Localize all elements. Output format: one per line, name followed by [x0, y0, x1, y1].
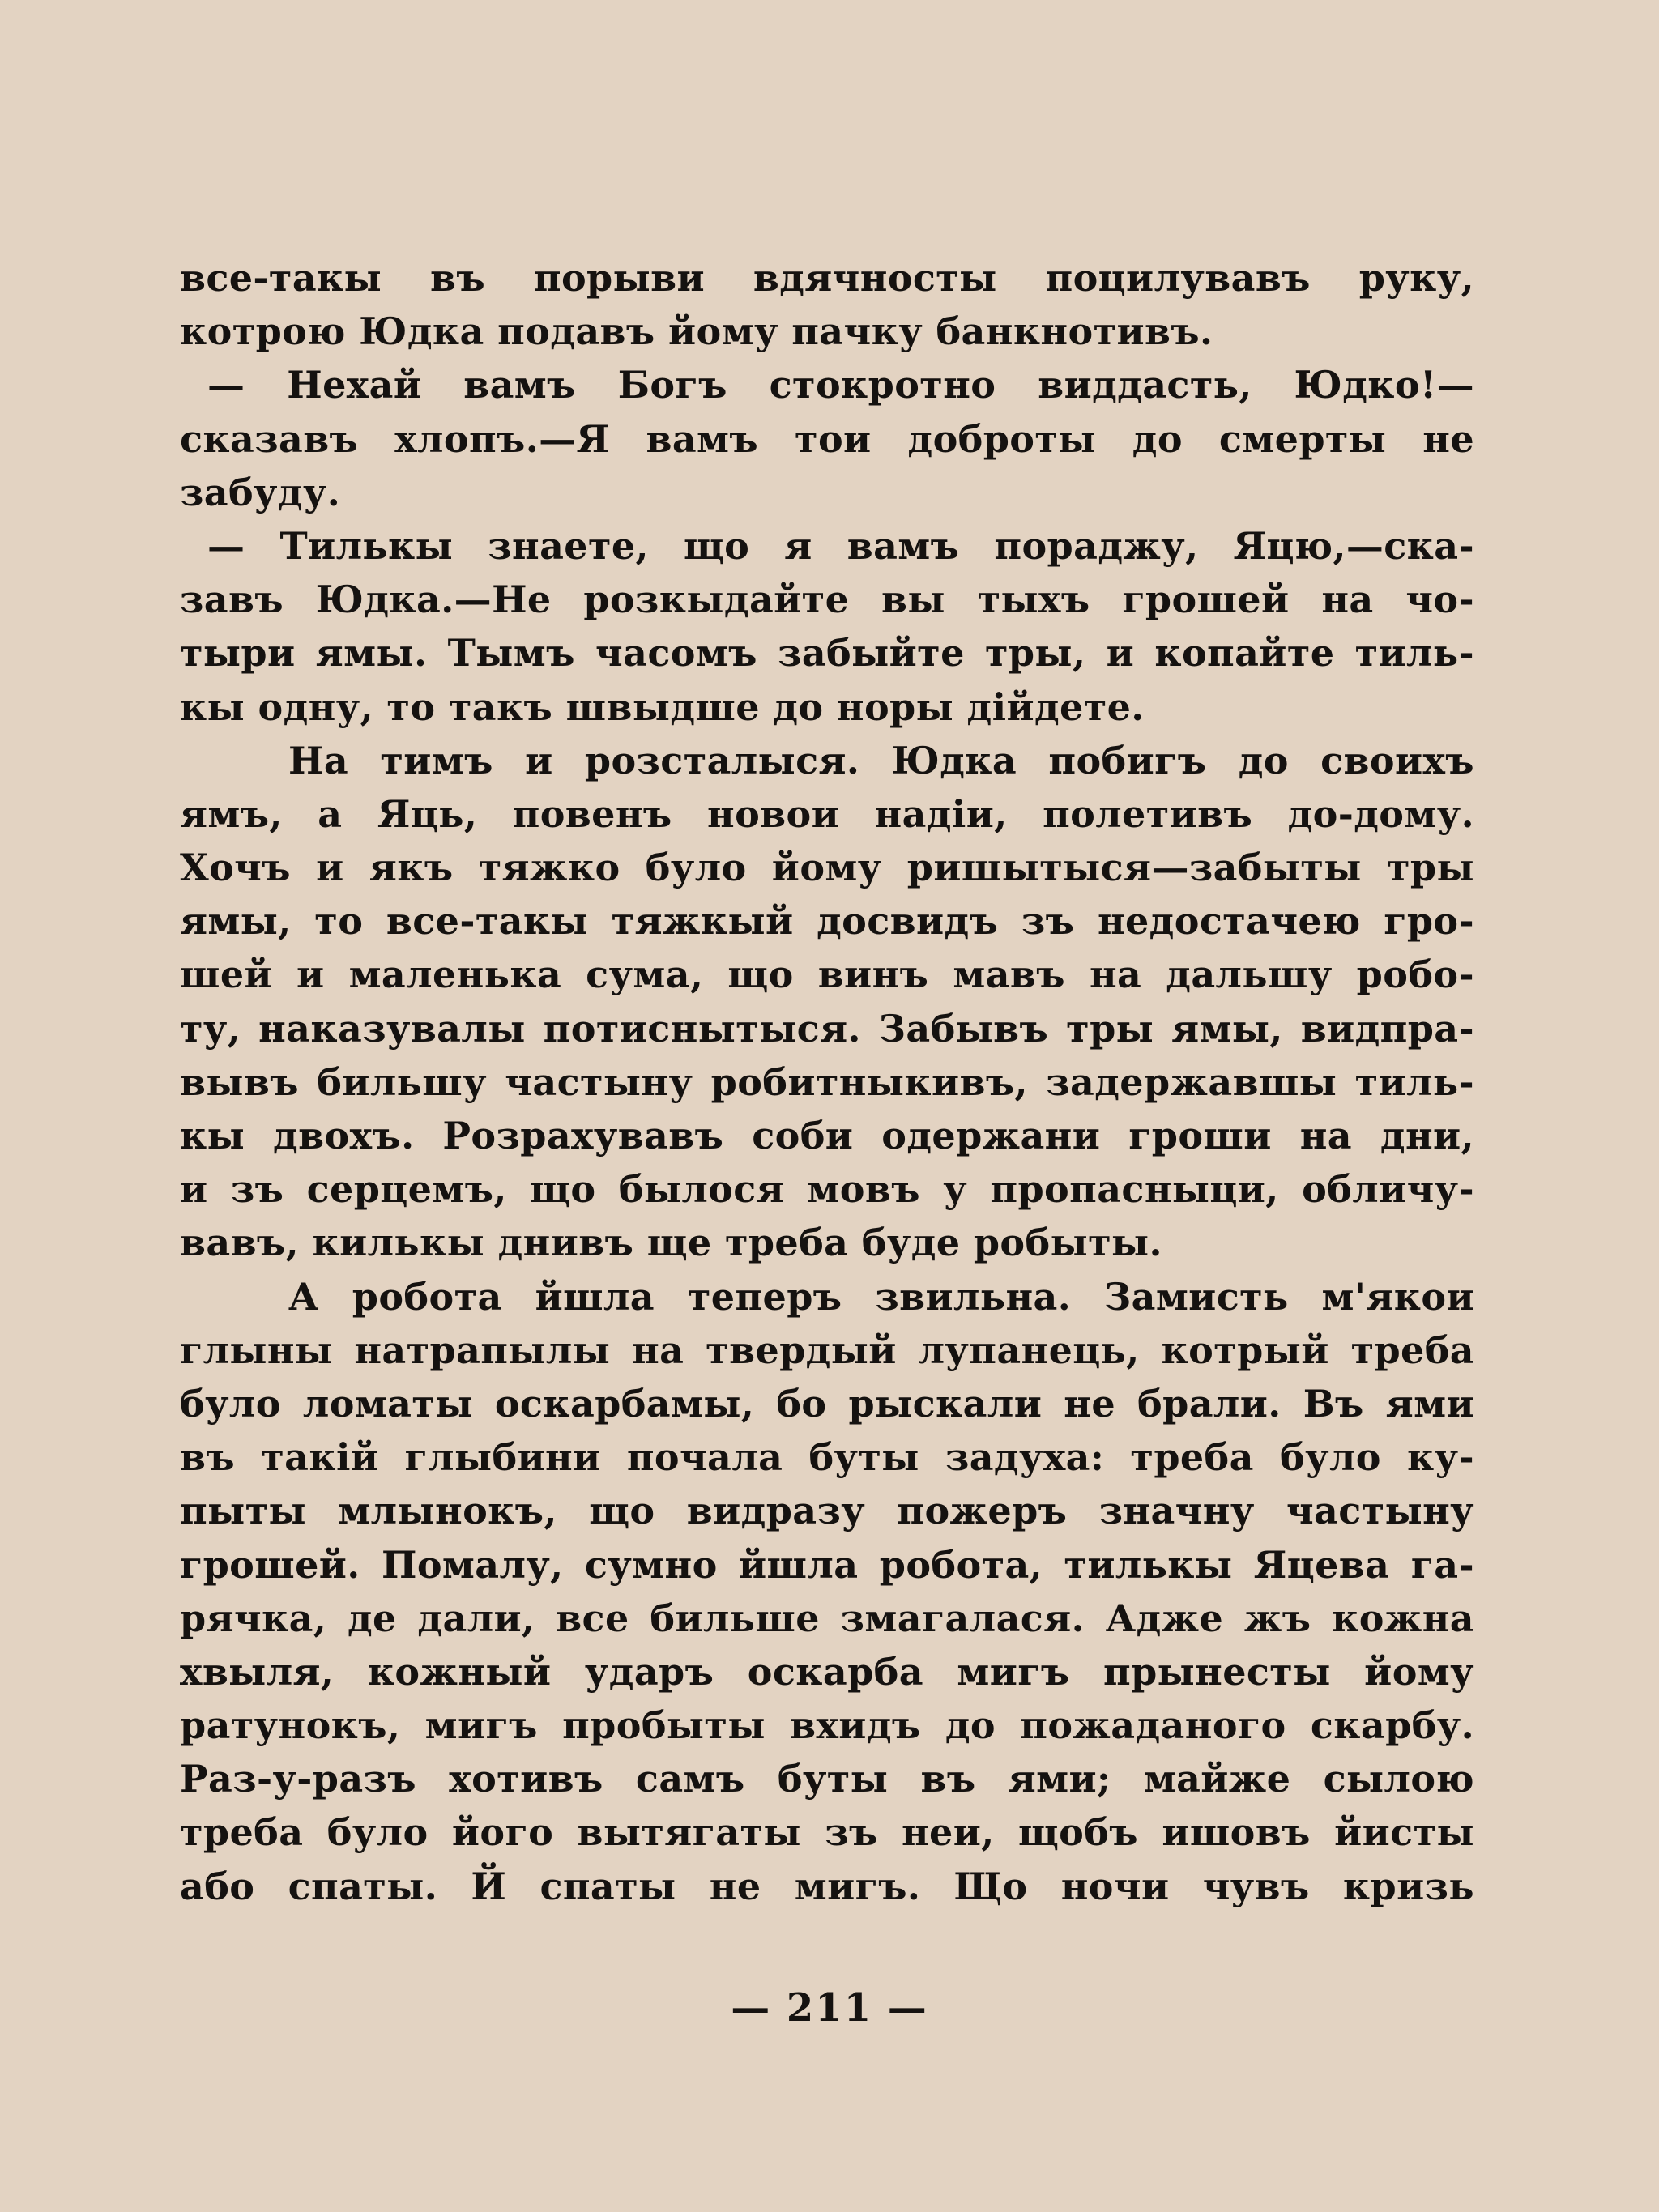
text-line: все-такы въ порыви вдячносты поцилувавъ руку, [180, 256, 1474, 300]
text-line: грошей. Помалу, сумно йшла робота, тилькы Яцева га- [180, 1542, 1474, 1587]
text-line: забуду. [180, 470, 341, 514]
text-line: ямъ, а Яць, повенъ новои надіи, полетивъ до-дому. [180, 791, 1474, 836]
text-line: кы одну, то такъ швыдше до норы дійдете. [180, 684, 1145, 729]
text-line: рячка, де дали, все бильше змагалася. Адже жъ кожна [180, 1596, 1474, 1640]
text-line: вывъ бильшу частыну робитныкивъ, задержавшы тиль- [180, 1059, 1474, 1104]
text-line: треба було його вытягаты зъ неи, щобъ ишовъ йисты [180, 1810, 1474, 1855]
text-line: и зъ серцемъ, що былося мовъ у пропасныци, обличу- [180, 1167, 1474, 1212]
text-line: глыны натрапылы на твердый лупанець, котрый треба [180, 1328, 1474, 1372]
text-line: сказавъ хлопъ.—Я вамъ тои доброты до смерты не [180, 416, 1474, 461]
text-line: Хочъ и якъ тяжко було йому ришытыся—забыты тры [180, 846, 1474, 890]
text-line: кы двохъ. Розрахувавъ соби одержани гроши на дни, [180, 1114, 1474, 1157]
text-line: пыты млынокъ, що видразу пожеръ значну частыну [180, 1489, 1474, 1533]
text-line: На тимъ и розсталыся. Юдка побигъ до своихъ [288, 738, 1474, 782]
text-line: ямы, то все-такы тяжкый досвидъ зъ недостачею гро- [180, 899, 1474, 944]
text-line: Раз-у-разъ хотивъ самъ буты въ ями; майже сылою [180, 1757, 1474, 1801]
page-number: — 211 — [731, 1985, 928, 2031]
text-line: — Тилькы знаете, що я вамъ пораджу, Яцю,—ска- [207, 523, 1474, 568]
text-line: шей и маленька сума, що винъ мавъ на дальшу робо- [180, 953, 1474, 997]
text-line: ратунокъ, мигъ пробыты вхидъ до пожаданого скарбу. [180, 1703, 1474, 1748]
text-line: въ такій глыбини почала буты задуха: треба було ку- [180, 1435, 1474, 1480]
text-line: вавъ, килькы днивъ ще треба буде робыты. [180, 1221, 1162, 1265]
text-line: було ломаты оскарбамы, бо рыскали не брали. Въ ями [180, 1381, 1474, 1426]
text-line: хвыля, кожный ударъ оскарба мигъ прынесты йому [180, 1649, 1474, 1694]
body-text [180, 251, 1474, 1913]
text-line: — Нехай вамъ Богъ стокротно виддасть, Юдко!— [207, 363, 1474, 407]
text-line: ту, наказувалы потиснытыся. Забывъ тры ямы, видпра- [180, 1006, 1474, 1051]
text-line: або спаты. Й спаты не мигъ. Що ночи чувъ кризь [180, 1864, 1474, 1908]
text-line: котрою Юдка подавъ йому пачку банкнотивъ. [180, 309, 1213, 354]
text-line: А робота йшла теперъ звильна. Замисть м'якои [288, 1274, 1474, 1319]
text-line: завъ Юдка.—Не розкыдайте вы тыхъ грошей на чо- [180, 578, 1474, 622]
text-line: тыри ямы. Тымъ часомъ забыйте тры, и копайте тиль- [180, 631, 1474, 676]
